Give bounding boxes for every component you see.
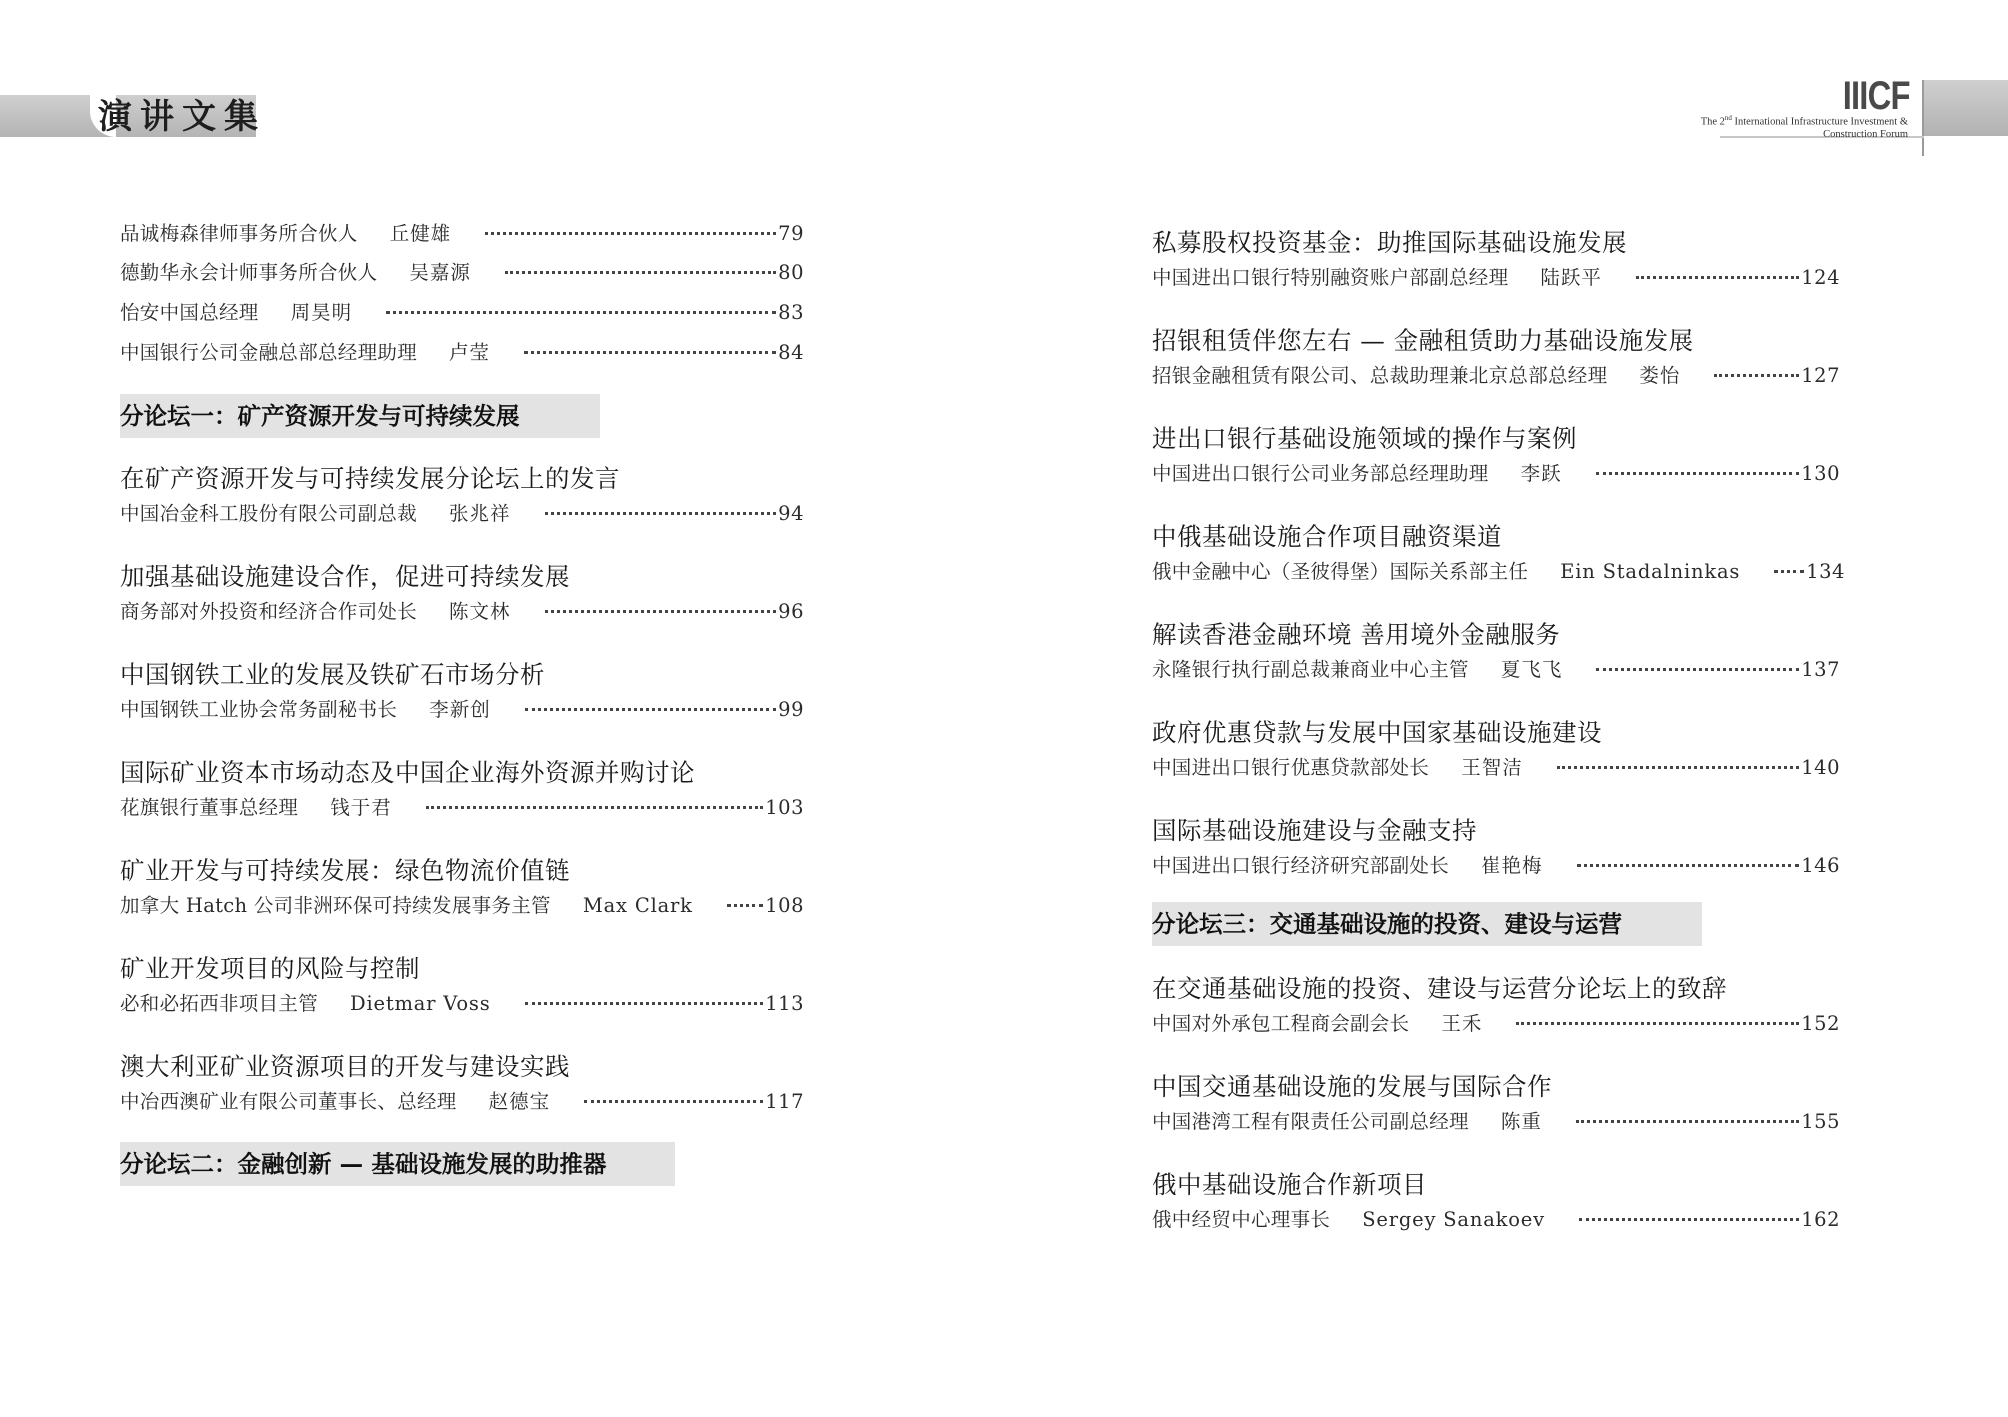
toc-entry-line — [1152, 458, 1840, 486]
toc-speaker: 丘健雄 — [389, 222, 452, 245]
leader-dots — [1636, 276, 1799, 279]
toc-speaker: 夏飞飞 — [1500, 658, 1563, 681]
section-heading-forum1: 分论坛一：矿产资源开发与可持续发展 — [120, 394, 600, 438]
running-title: 演讲文集 — [98, 97, 266, 137]
toc-affiliation: 俄中经贸中心理事长 — [1152, 1208, 1331, 1231]
toc-speaker: 李跃 — [1520, 462, 1562, 485]
toc-speaker: 陈重 — [1500, 1110, 1542, 1133]
toc-entry-title: 中国交通基础设施的发展与国际合作 — [1152, 1072, 1552, 1101]
toc-speaker: Ein Stadalninkas — [1560, 560, 1741, 583]
toc-affiliation: 招银金融租赁有限公司、总裁助理兼北京总部总经理 — [1152, 364, 1608, 387]
toc-affiliation: 必和必拓西非项目主管 — [120, 992, 319, 1015]
toc-affiliation: 中国银行公司金融总部总经理助理 — [120, 341, 418, 364]
leader-dots — [1557, 766, 1800, 769]
toc-page-number: 84 — [778, 341, 804, 364]
leader-dots — [1714, 374, 1799, 377]
toc-speaker: 陈文林 — [449, 600, 511, 623]
toc-entry-title: 中国钢铁工业的发展及铁矿石市场分析 — [120, 660, 545, 689]
toc-page-number: 134 — [1806, 560, 1845, 583]
toc-page-number: 127 — [1801, 364, 1840, 387]
section-heading-forum2: 分论坛二：金融创新 — 基础设施发展的助推器 — [120, 1142, 675, 1186]
toc-entry-title: 加强基础设施建设合作，促进可持续发展 — [120, 562, 570, 591]
toc-entry-line — [120, 498, 804, 526]
forum-line1-post: International Infrastructure Investment & — [1731, 116, 1908, 128]
toc-entry-line — [1152, 752, 1840, 780]
toc-page-number: 108 — [765, 894, 804, 917]
toc-affiliation: 中国进出口银行公司业务部总经理助理 — [1152, 462, 1489, 485]
toc-speaker: 李新创 — [429, 698, 491, 721]
leader-dots — [1774, 570, 1804, 573]
toc-affiliation: 中国对外承包工程商会副会长 — [1152, 1012, 1410, 1035]
toc-affiliation: 中国进出口银行经济研究部副处长 — [1152, 854, 1450, 877]
toc-item[interactable] — [120, 257, 804, 285]
toc-page-number: 146 — [1801, 854, 1840, 877]
toc-entry-title: 矿业开发与可持续发展：绿色物流价值链 — [120, 856, 570, 885]
leader-dots — [1596, 668, 1799, 671]
toc-entry-line — [120, 694, 804, 722]
toc-entry-title: 澳大利亚矿业资源项目的开发与建设实践 — [120, 1052, 570, 1081]
toc-speaker: 吴嘉源 — [409, 261, 471, 284]
toc-affiliation: 俄中金融中心（圣彼得堡）国际关系部主任 — [1152, 560, 1529, 583]
forum-line1-sup: nd — [1724, 114, 1732, 122]
iiicf-logo: IIICF — [1843, 74, 1910, 118]
toc-entry-line — [1152, 1008, 1840, 1036]
toc-page-number: 80 — [778, 261, 804, 284]
toc-affiliation: 加拿大 Hatch 公司非洲环保可持续发展事务主管 — [120, 894, 551, 917]
toc-page-number: 137 — [1801, 658, 1840, 681]
toc-page-number: 113 — [765, 992, 804, 1015]
leader-dots — [545, 512, 777, 515]
toc-speaker: Max Clark — [582, 894, 693, 917]
toc-entry-title: 中俄基础设施合作项目融资渠道 — [1152, 522, 1502, 551]
toc-page-number: 140 — [1801, 756, 1840, 779]
toc-item[interactable] — [120, 297, 804, 325]
toc-page-number: 155 — [1801, 1110, 1840, 1133]
toc-affiliation: 中国冶金科工股份有限公司副总裁 — [120, 502, 418, 525]
toc-speaker: 崔艳梅 — [1481, 854, 1543, 877]
toc-page-number: 152 — [1801, 1012, 1840, 1035]
toc-entry-line — [1152, 654, 1840, 682]
toc-entry-title: 招银租赁伴您左右 — 金融租赁助力基础设施发展 — [1152, 326, 1694, 355]
toc-entry-line — [120, 890, 804, 918]
leader-dots — [1576, 1120, 1799, 1123]
toc-entry-title: 国际矿业资本市场动态及中国企业海外资源并购讨论 — [120, 758, 695, 787]
leader-dots — [525, 1002, 764, 1005]
toc-entry-line — [1152, 262, 1840, 290]
header-rule-vertical — [1922, 80, 1924, 156]
toc-item[interactable] — [120, 337, 804, 365]
toc-speaker: Sergey Sanakoev — [1362, 1208, 1545, 1231]
toc-speaker: 赵德宝 — [488, 1090, 551, 1113]
toc-affiliation: 德勤华永会计师事务所合伙人 — [120, 261, 378, 284]
toc-speaker: 陆跃平 — [1540, 266, 1602, 289]
leader-dots — [1596, 472, 1800, 475]
toc-entry-title: 俄中基础设施合作新项目 — [1152, 1170, 1427, 1199]
leader-dots — [545, 610, 777, 613]
toc-entry-line — [120, 988, 804, 1016]
toc-speaker: 娄怡 — [1639, 364, 1681, 387]
section-heading-forum3: 分论坛三：交通基础设施的投资、建设与运营 — [1152, 902, 1702, 946]
toc-affiliation: 永隆银行执行副总裁兼商业中心主管 — [1152, 658, 1469, 681]
toc-entry-title: 私募股权投资基金：助推国际基础设施发展 — [1152, 228, 1627, 257]
toc-speaker: 卢莹 — [449, 341, 491, 364]
toc-page-number: 130 — [1801, 462, 1840, 485]
toc-entry-line — [1152, 360, 1840, 388]
toc-entry-line — [1152, 850, 1840, 878]
toc-affiliation: 中冶西澳矿业有限公司董事长、总经理 — [120, 1090, 457, 1113]
leader-dots — [525, 708, 776, 711]
toc-entry-title: 在交通基础设施的投资、建设与运营分论坛上的致辞 — [1152, 974, 1727, 1003]
toc-entry-line — [120, 792, 804, 820]
toc-speaker: 钱于君 — [330, 796, 392, 819]
toc-speaker: 王智洁 — [1461, 756, 1523, 779]
toc-speaker: 周昊明 — [290, 301, 353, 324]
toc-entry-line — [1152, 556, 1845, 584]
toc-page-number: 79 — [778, 222, 804, 245]
toc-page-number: 94 — [778, 502, 804, 525]
toc-item[interactable] — [120, 218, 804, 246]
toc-entry-title: 进出口银行基础设施领域的操作与案例 — [1152, 424, 1577, 453]
toc-page-number: 96 — [778, 600, 804, 623]
forum-line1-pre: The 2 — [1700, 116, 1725, 128]
toc-entry-line — [120, 1086, 804, 1114]
toc-affiliation: 商务部对外投资和经济合作司处长 — [120, 600, 418, 623]
toc-entry-line — [1152, 1106, 1840, 1134]
toc-page-number: 83 — [778, 301, 804, 324]
toc-entry-title: 国际基础设施建设与金融支持 — [1152, 816, 1477, 845]
toc-affiliation: 中国钢铁工业协会常务副秘书长 — [120, 698, 398, 721]
toc-entry-title: 政府优惠贷款与发展中国家基础设施建设 — [1152, 718, 1602, 747]
leader-dots — [727, 904, 763, 907]
forum-line2: Construction Forum — [1823, 128, 1908, 140]
leader-dots — [584, 1100, 763, 1103]
leader-dots — [1516, 1022, 1799, 1025]
leader-dots — [524, 351, 776, 354]
leader-dots — [485, 232, 776, 235]
toc-speaker: Dietmar Voss — [350, 992, 491, 1015]
leader-dots — [505, 271, 776, 274]
toc-affiliation: 品诚梅森律师事务所合伙人 — [120, 222, 358, 245]
toc-entry-title: 矿业开发项目的风险与控制 — [120, 954, 420, 983]
toc-affiliation: 中国进出口银行优惠贷款部处长 — [1152, 756, 1430, 779]
toc-entry-title: 在矿产资源开发与可持续发展分论坛上的发言 — [120, 464, 620, 493]
toc-entry-line — [120, 596, 804, 624]
leader-dots — [426, 806, 764, 809]
toc-affiliation: 怡安中国总经理 — [120, 301, 259, 324]
leader-dots — [1579, 1218, 1799, 1221]
toc-entry-line — [1152, 1204, 1840, 1232]
toc-entry-title: 解读香港金融环境 善用境外金融服务 — [1152, 620, 1561, 649]
toc-page-number: 124 — [1801, 266, 1840, 289]
toc-page-number: 117 — [765, 1090, 804, 1113]
toc-affiliation: 花旗银行董事总经理 — [120, 796, 299, 819]
toc-page-number: 99 — [778, 698, 804, 721]
leader-dots — [1577, 864, 1800, 867]
toc-speaker: 张兆祥 — [449, 502, 511, 525]
toc-affiliation: 中国进出口银行特别融资账户部副总经理 — [1152, 266, 1509, 289]
header-band-right — [1924, 80, 2008, 136]
leader-dots — [386, 311, 776, 314]
toc-speaker: 王禾 — [1441, 1012, 1483, 1035]
toc-affiliation: 中国港湾工程有限责任公司副总经理 — [1152, 1110, 1469, 1133]
toc-page-number: 103 — [765, 796, 804, 819]
toc-page-number: 162 — [1801, 1208, 1840, 1231]
forum-name — [1608, 112, 1908, 141]
